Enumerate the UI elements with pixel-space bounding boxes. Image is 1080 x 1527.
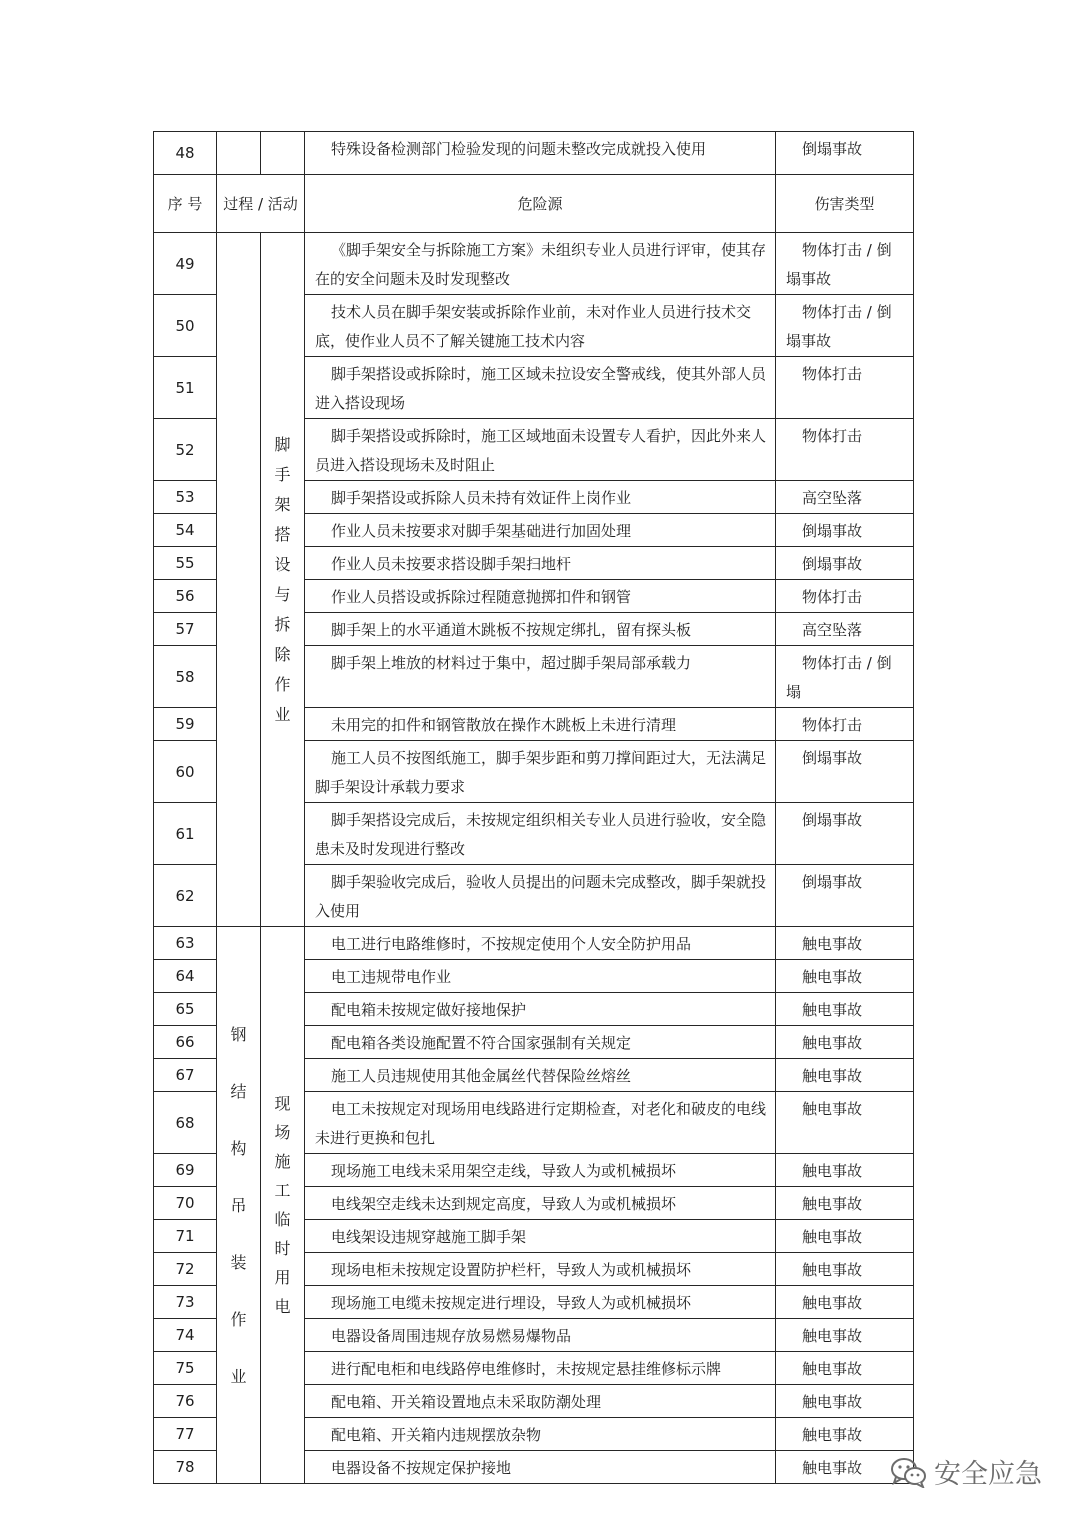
harm-type-cell: 触电事故 [776,1385,914,1418]
hazard-cell: 未用完的扣件和钢管散放在操作木跳板上未进行清理 [305,708,776,741]
hazard-cell: 配电箱、开关箱设置地点未采取防潮处理 [305,1385,776,1418]
harm-type-cell: 触电事故 [776,1286,914,1319]
group-scaffold-char: 架 [274,494,291,514]
hazard-cell: 脚手架搭设或拆除时，施工区域未拉设安全警戒线，使其外部人员进入搭设现场 [305,357,776,419]
group-steel-char: 作 [230,1309,247,1329]
group-power-char: 时 [274,1239,291,1258]
group-scaffold-char: 手 [274,464,291,484]
hazard-cell: 脚手架验收完成后，验收人员提出的问题未完成整改，脚手架就投入使用 [305,865,776,927]
group-power-char: 电 [274,1297,291,1316]
harm-type-cell: 触电事故 [776,1154,914,1187]
hazard-table [153,131,914,1484]
row-number: 73 [154,1286,217,1319]
row-number: 59 [154,708,217,741]
harm-type-cell: 触电事故 [776,960,914,993]
harm-type-cell: 高空坠落 [776,613,914,646]
row-number: 62 [154,865,217,927]
hazard-cell: 电工进行电路维修时，不按规定使用个人安全防护用品 [305,927,776,960]
harm-type-cell: 触电事故 [776,993,914,1026]
row-number: 71 [154,1220,217,1253]
harm-type-cell: 倒塌事故 [776,741,914,803]
hazard-cell: 电线架空走线未达到规定高度，导致人为或机械损坏 [305,1187,776,1220]
harm-type-cell: 触电事故 [776,1352,914,1385]
hazard-cell: 电器设备不按规定保护接地 [305,1451,776,1484]
row-number: 77 [154,1418,217,1451]
harm-type-cell: 触电事故 [776,1319,914,1352]
row-number: 74 [154,1319,217,1352]
hazard-cell: 电工违规带电作业 [305,960,776,993]
harm-type-cell: 倒塌事故 [776,865,914,927]
row-number: 48 [154,132,217,175]
row-number: 68 [154,1092,217,1154]
row-number: 65 [154,993,217,1026]
table-row [154,927,914,960]
row-number: 49 [154,233,217,295]
watermark [890,1452,1042,1491]
group-power [261,927,305,1484]
harm-type-cell: 触电事故 [776,1059,914,1092]
hazard-cell: 现场电柜未按规定设置防护栏杆，导致人为或机械损坏 [305,1253,776,1286]
harm-type-cell: 触电事故 [776,1253,914,1286]
subprocess-cell-empty [261,132,305,175]
group-scaffold-char: 作 [274,674,291,694]
group-power-char: 施 [274,1152,291,1171]
group-scaffold-char: 脚 [274,434,291,454]
harm-type-cell: 触电事故 [776,1418,914,1451]
table-row [154,233,914,295]
hazard-cell: 特殊设备检测部门检验发现的问题未整改完成就投入使用 [305,132,776,175]
hazard-cell: 电工未按规定对现场用电线路进行定期检查，对老化和破皮的电线未进行更换和包扎 [305,1092,776,1154]
row-number: 61 [154,803,217,865]
hazard-cell: 配电箱各类设施配置不符合国家强制有关规定 [305,1026,776,1059]
table-row [154,132,914,175]
harm-type-cell: 物体打击 / 倒塌事故 [776,295,914,357]
row-number: 76 [154,1385,217,1418]
row-number: 52 [154,419,217,481]
harm-type-cell: 物体打击 / 倒塌事故 [776,233,914,295]
hazard-cell: 现场施工电线未采用架空走线，导致人为或机械损坏 [305,1154,776,1187]
group-steel-char: 构 [230,1138,247,1158]
row-number: 64 [154,960,217,993]
group-steel-char: 结 [230,1081,247,1101]
header-process: 过程 / 活动 [217,175,305,233]
header-harm-type: 伤害类型 [776,175,914,233]
table-row [154,175,914,233]
group-power-char: 现 [274,1094,291,1113]
row-number: 55 [154,547,217,580]
harm-type-cell: 物体打击 [776,580,914,613]
harm-type-cell: 触电事故 [776,1026,914,1059]
process-cell-empty [217,233,261,927]
hazard-cell: 技术人员在脚手架安装或拆除作业前，未对作业人员进行技术交底，使作业人员不了解关键施工技术内容 [305,295,776,357]
row-number: 60 [154,741,217,803]
group-steel-char: 钢 [230,1024,247,1044]
hazard-cell: 脚手架搭设或拆除时，施工区域地面未设置专人看护，因此外来人员进入搭设现场未及时阻止 [305,419,776,481]
watermark-text: 安全应急 [934,1459,1042,1490]
row-number: 63 [154,927,217,960]
group-steel [217,927,261,1484]
row-number: 53 [154,481,217,514]
row-number: 56 [154,580,217,613]
group-scaffold-char: 设 [274,554,291,574]
hazard-cell: 脚手架搭设或拆除人员未持有效证件上岗作业 [305,481,776,514]
hazard-cell: 施工人员违规使用其他金属丝代替保险丝熔丝 [305,1059,776,1092]
row-number: 58 [154,646,217,708]
group-steel-char: 业 [230,1366,247,1386]
group-power-char: 用 [274,1268,291,1287]
row-number: 66 [154,1026,217,1059]
group-steel-char: 装 [230,1252,247,1272]
harm-type-cell: 倒塌事故 [776,547,914,580]
harm-type-cell: 触电事故 [776,1187,914,1220]
group-scaffold-char: 与 [274,584,291,604]
harm-type-cell: 触电事故 [776,927,914,960]
hazard-cell: 脚手架搭设完成后，未按规定组织相关专业人员进行验收，安全隐患未及时发现进行整改 [305,803,776,865]
harm-type-cell: 触电事故 [776,1092,914,1154]
hazard-cell: 脚手架上的水平通道木跳板不按规定绑扎，留有探头板 [305,613,776,646]
group-scaffold-char: 除 [274,644,291,664]
row-number: 57 [154,613,217,646]
header-seq: 序 号 [154,175,217,233]
group-scaffold-char: 拆 [274,614,291,634]
hazard-cell: 电线架设违规穿越施工脚手架 [305,1220,776,1253]
row-number: 54 [154,514,217,547]
row-number: 67 [154,1059,217,1092]
process-cell-empty [217,132,261,175]
row-number: 50 [154,295,217,357]
hazard-cell: 《脚手架安全与拆除施工方案》未组织专业人员进行评审，使其存在的安全问题未及时发现整改 [305,233,776,295]
harm-type-cell: 倒塌事故 [776,514,914,547]
harm-type-cell: 物体打击 [776,708,914,741]
hazard-cell: 配电箱、开关箱内违规摆放杂物 [305,1418,776,1451]
harm-type-cell: 倒塌事故 [776,803,914,865]
row-number: 51 [154,357,217,419]
row-number: 75 [154,1352,217,1385]
group-power-char: 工 [274,1181,291,1200]
hazard-cell: 电器设备周围违规存放易燃易爆物品 [305,1319,776,1352]
hazard-cell: 进行配电柜和电线路停电维修时，未按规定悬挂维修标示牌 [305,1352,776,1385]
group-steel-char: 吊 [230,1195,247,1215]
row-number: 70 [154,1187,217,1220]
harm-type-cell: 物体打击 / 倒塌 [776,646,914,708]
row-number: 78 [154,1451,217,1484]
header-hazard: 危险源 [305,175,776,233]
hazard-cell: 作业人员搭设或拆除过程随意抛掷扣件和钢管 [305,580,776,613]
harm-type-cell: 高空坠落 [776,481,914,514]
wechat-icon [890,1456,928,1488]
hazard-cell: 施工人员不按图纸施工，脚手架步距和剪刀撑间距过大，无法满足脚手架设计承载力要求 [305,741,776,803]
hazard-cell: 作业人员未按要求对脚手架基础进行加固处理 [305,514,776,547]
harm-type-cell: 触电事故 [776,1220,914,1253]
hazard-cell: 现场施工电缆未按规定进行埋设，导致人为或机械损坏 [305,1286,776,1319]
hazard-cell: 作业人员未按要求搭设脚手架扫地杆 [305,547,776,580]
group-power-char: 场 [274,1123,291,1142]
row-number: 72 [154,1253,217,1286]
group-scaffold-char: 搭 [274,524,291,544]
harm-type-cell: 物体打击 [776,419,914,481]
group-scaffold-char: 业 [274,704,291,724]
harm-type-cell: 触电事故 [776,1451,914,1484]
hazard-cell: 脚手架上堆放的材料过于集中，超过脚手架局部承载力 [305,646,776,708]
group-scaffold [261,233,305,927]
hazard-cell: 配电箱未按规定做好接地保护 [305,993,776,1026]
harm-type-cell: 倒塌事故 [776,132,914,175]
group-power-char: 临 [274,1210,291,1229]
harm-type-cell: 物体打击 [776,357,914,419]
row-number: 69 [154,1154,217,1187]
